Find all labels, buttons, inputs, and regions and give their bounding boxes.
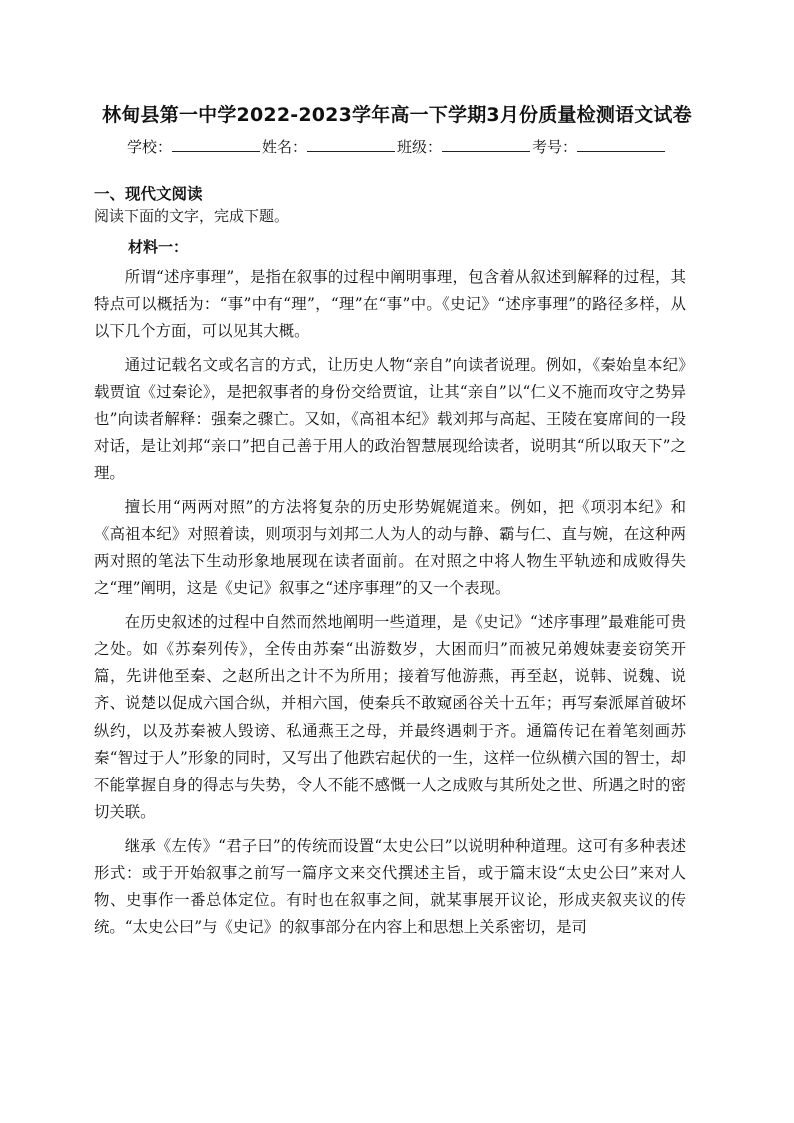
passage-paragraph: 继承《左传》“君子曰”的传统而设置“太史公曰”以说明种种道理。这可有多种表述形式：或于开始叙事之前写一篇序文来交代撰述主旨，或于篇末设“太史公曰”来对人物、史事作一番总体定位。有时也在叙事之间，就某事展开议论，形成夹叙夹议的传统。“太史公曰”与《史记》的叙事部分在内容上和思想上关系密切，是司	[94, 836, 686, 936]
section-heading: 一、现代文阅读	[94, 185, 203, 203]
school-label: 学校：	[126, 138, 172, 156]
class-label: 班级：	[397, 138, 443, 156]
exam-number-field	[532, 136, 667, 157]
passage-paragraph: 在历史叙述的过程中自然而然地阐明一些道理，是《史记》“述序事理”最难能可贵之处。如《苏秦列传》，全传由苏秦“出游数岁，大困而归”而被兄弟嫂妹妻妾窃笑开篇，先讲他至秦、之赵所出之计不为所用；接着写他游燕，再至赵，说韩、说魏、说齐、说楚以促成六国合纵，并相六国，使秦兵不敢窥函谷关十五年；再写秦派犀首破坏纵约，以及苏秦被人毁谤、私通燕王之母，并最终遇刺于齐。通篇传记在着笔刻画苏秦“智过于人”形象的同时，又写出了他跌宕起伏的一生，这样一位纵横六国的智士，却不能掌握自身的得志与失势，令人不能不感慨一人之成败与其所处之世、所遇之时的密切关联。	[94, 613, 686, 821]
name-field	[262, 136, 397, 157]
name-label: 姓名：	[261, 138, 307, 156]
reading-instruction: 阅读下面的文字，完成下题。	[94, 207, 290, 225]
school-blank[interactable]	[172, 137, 260, 152]
name-blank[interactable]	[307, 137, 395, 152]
material-label: 材料一：	[128, 238, 189, 256]
exam-number-label: 考号：	[532, 138, 578, 156]
class-field	[397, 136, 532, 157]
class-blank[interactable]	[442, 137, 530, 152]
passage-paragraph: 通过记载名文或名言的方式，让历史人物“亲自”向读者说理。例如，《秦始皇本纪》载贾谊《过秦论》，是把叙事者的身份交给贾谊，让其“亲自”以“仁义不施而攻守之势异也”向读者解释：强秦之骤亡。又如，《高祖本纪》载刘邦与高起、王陵在宴席间的一段对话，是让刘邦“亲口”把自己善于用人的政治智慧展现给读者，说明其“所以取天下”之理。	[94, 355, 686, 483]
passage-paragraph: 所谓“述序事理”，是指在叙事的过程中阐明事理，包含着从叙述到解释的过程，其特点可以概括为：“事”中有“理”，“理”在“事”中。《史记》“述序事理”的路径多样，从以下几个方面，可以见其大概。	[94, 268, 686, 341]
school-field	[127, 136, 262, 157]
passage-body	[94, 264, 686, 948]
student-info-line	[0, 136, 794, 157]
exam-number-blank[interactable]	[577, 137, 665, 152]
exam-title: 林甸县第一中学2022-2023学年高一下学期3月份质量检测语文试卷	[102, 104, 692, 126]
passage-paragraph: 擅长用“两两对照”的方法将复杂的历史形势娓娓道来。例如，把《项羽本纪》和《高祖本纪》对照着读，则项羽与刘邦二人为人的动与静、霸与仁、直与婉，在这种两两对照的笔法下生动形象地展现在读者面前。在对照之中将人物生平轨迹和成败得失之“理”阐明，这是《史记》叙事之“述序事理”的又一个表现。	[94, 498, 686, 598]
